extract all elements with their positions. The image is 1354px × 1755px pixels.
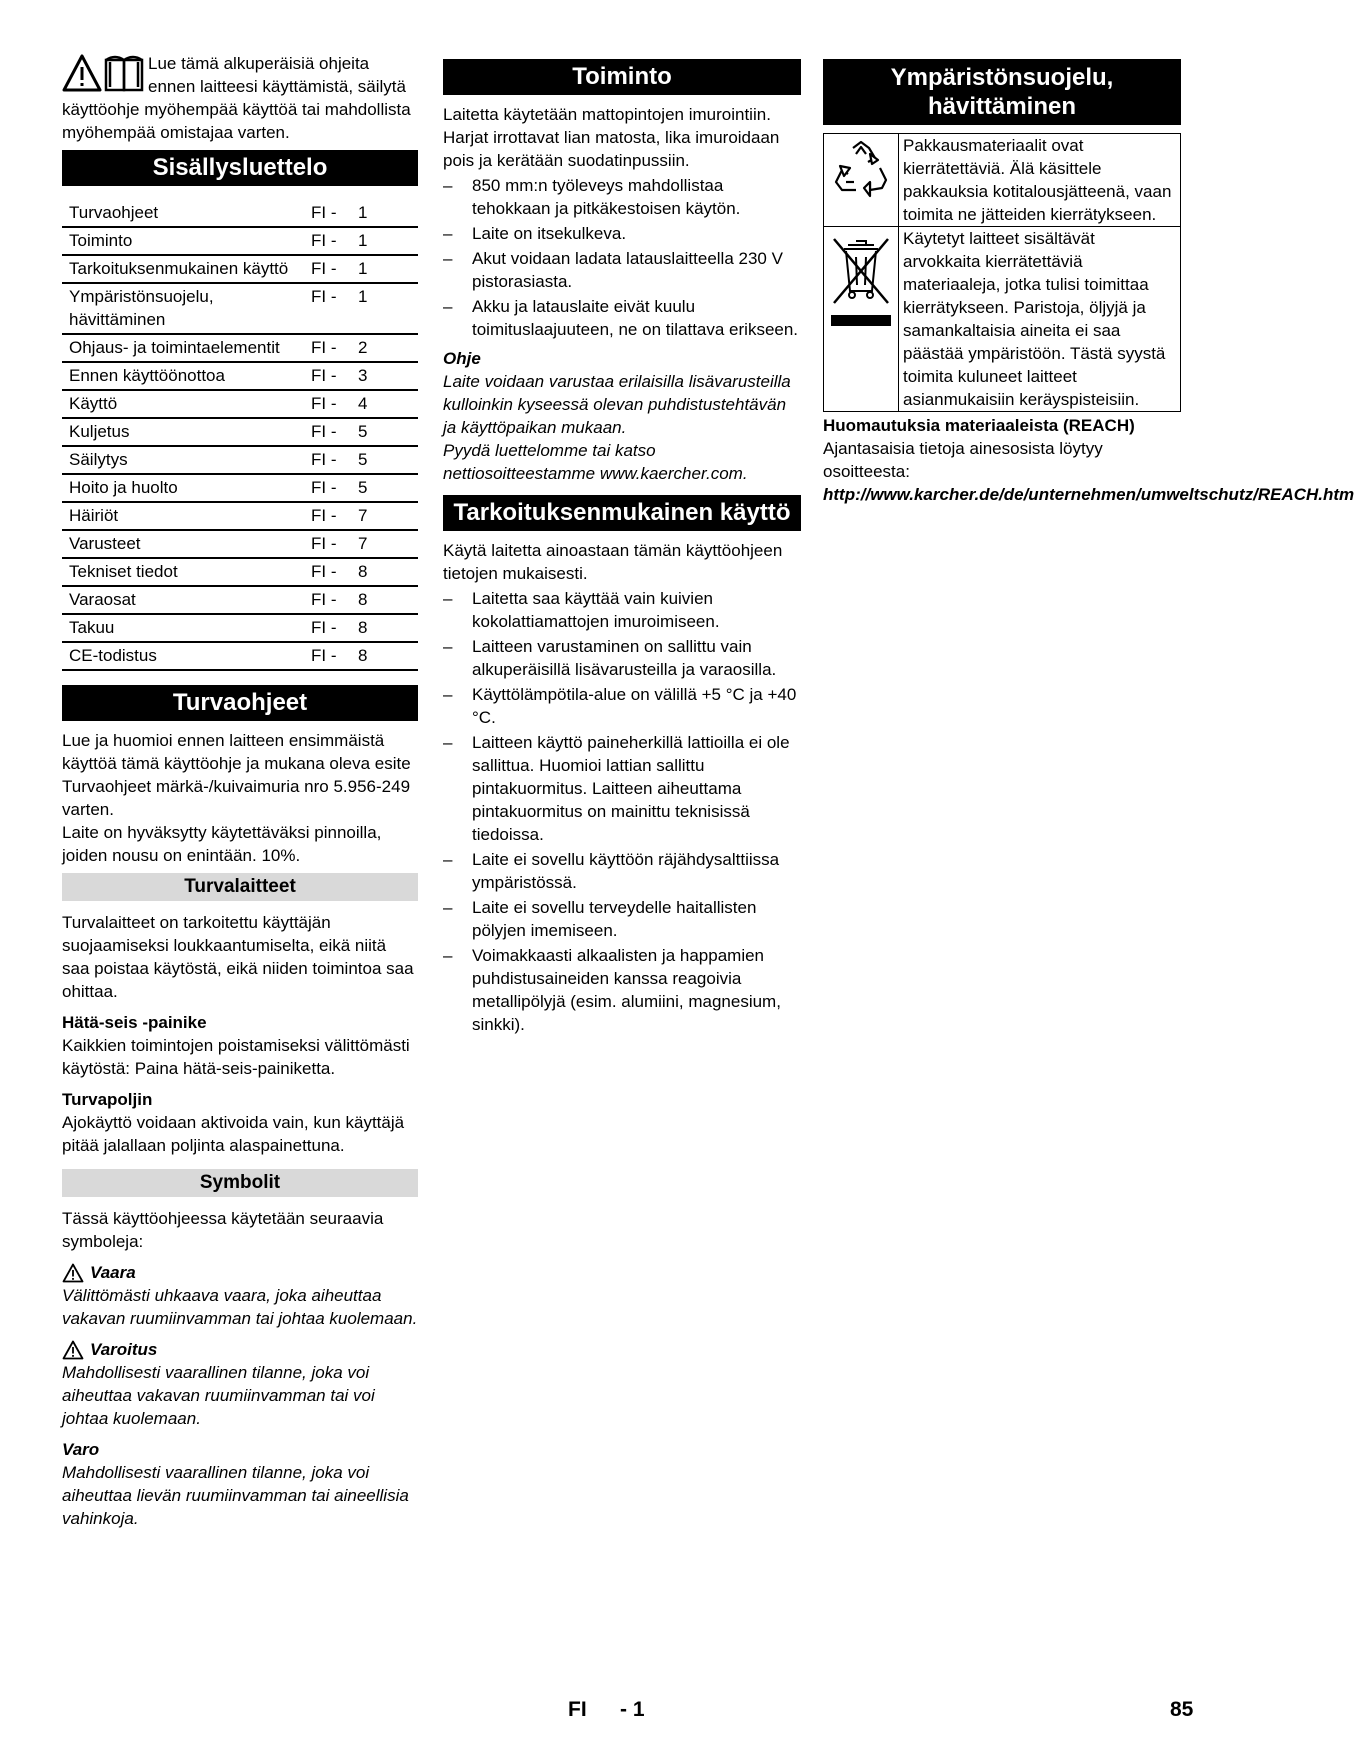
warning-triangle-icon: [62, 1263, 84, 1283]
toc-table: [62, 200, 418, 671]
toc-row[interactable]: [62, 502, 418, 530]
toc-title: Tekniset tiedot: [62, 558, 311, 586]
warning-paragraph: Mahdollisesti vaarallinen tilanne, joka voi aiheuttaa vakavan ruumiinvamman tai voi johtaa kuolemaan.: [62, 1363, 375, 1428]
toc-page: 3: [358, 362, 418, 390]
toc-title: Käyttö: [62, 390, 311, 418]
toc-lang: FI -: [311, 283, 358, 334]
function-paragraph: Laitetta käytetään mattopintojen imurointiin. Harjat irrottavat lian matosta, lika imuroidaan pois ja kerätään suodatinpussiin.: [443, 105, 780, 170]
safety-paragraph-1: Lue ja huomioi ennen laitteen ensimmäistä käyttöä tämä käyttöohje ja mukana oleva esite Turvaohjeet märkä-/kuivaimuria nro 5.956-249 varten.: [62, 731, 411, 819]
column-left: [62, 52, 418, 1530]
safety-heading: Turvaohjeet: [62, 685, 418, 721]
reach-heading: Huomautuksia materiaaleista (REACH): [823, 416, 1135, 435]
list-item: – Laitteen varustaminen on sallittu vain alkuperäisillä lisävarusteilla ja varaosilla.: [443, 635, 801, 681]
footer-lang: FI: [568, 1698, 587, 1721]
intro-text: Lue tämä alkuperäisiä ohjeita ennen laitteesi käyttämistä, säilytä käyttöohje myöhempää käyttöä tai mahdollista myöhempää omistajaa varten.: [62, 54, 411, 142]
toc-lang: FI -: [311, 255, 358, 283]
toc-heading: Sisällysluettelo: [62, 150, 418, 186]
warning-label: Varoitus: [90, 1340, 158, 1359]
toc-row[interactable]: [62, 362, 418, 390]
toc-row[interactable]: [62, 614, 418, 642]
toc-row[interactable]: [62, 558, 418, 586]
devices-paragraph: Turvalaitteet on tarkoitettu käyttäjän suojaamiseksi loukkaantumiselta, eikä niitä saa poistaa käytöstä, eikä niiden toimintoa saa ohittaa.: [62, 913, 414, 1001]
list-item: – Käyttölämpötila-alue on välillä +5 °C ja +40 °C.: [443, 683, 801, 729]
toc-row[interactable]: [62, 474, 418, 502]
toc-row[interactable]: [62, 642, 418, 670]
list-item: – Laitetta saa käyttää vain kuivien kokolattiamattojen imuroimiseen.: [443, 587, 801, 633]
toc-page: 2: [358, 334, 418, 362]
toc-page: 1: [358, 255, 418, 283]
caution-label: Varo: [62, 1440, 100, 1459]
toc-lang: FI -: [311, 200, 358, 227]
weee-text: Käytetyt laitteet sisältävät arvokkaita kierrätettäviä materiaaleja, jotka tulisi toimittaa kierrätykseen. Paristoja, öljyjä ja samankaltaisia aineita ei saa päästää ympäristöön. Tästä syystä toimita kuluneet laitteet asianmukaisiin keräyspisteisiin.: [899, 227, 1181, 412]
env-heading: Ympäristönsuojelu, hävittäminen: [823, 59, 1181, 125]
list-item: – 850 mm:n työleveys mahdollistaa tehokkaan ja pitkäkestoisen käytön.: [443, 174, 801, 220]
crossed-bin-icon: [826, 231, 896, 331]
note-paragraph-1: Laite voidaan varustaa erilaisilla lisävarusteilla kulloinkin kyseessä olevan puhdistustehtävän ja käyttöpaikan mukaan.: [443, 372, 791, 437]
list-item: – Laite ei sovellu käyttöön räjähdysalttiissa ympäristössä.: [443, 848, 801, 894]
toc-page: 4: [358, 390, 418, 418]
footer-section-page: - 1: [620, 1698, 645, 1721]
toc-lang: FI -: [311, 586, 358, 614]
toc-title: CE-todistus: [62, 642, 311, 670]
use-heading: Tarkoituksenmukainen käyttö: [443, 495, 801, 531]
toc-page: 1: [358, 283, 418, 334]
toc-row[interactable]: [62, 200, 418, 227]
toc-lang: FI -: [311, 418, 358, 446]
toc-row[interactable]: [62, 446, 418, 474]
warning-triangle-icon: [64, 56, 100, 90]
toc-row[interactable]: [62, 227, 418, 255]
toc-page: 8: [358, 614, 418, 642]
toc-page: 8: [358, 558, 418, 586]
toc-page: 8: [358, 642, 418, 670]
toc-title: Ohjaus- ja toimintaelementit: [62, 334, 311, 362]
toc-lang: FI -: [311, 558, 358, 586]
danger-label: Vaara: [90, 1263, 136, 1282]
env-table: [823, 133, 1181, 412]
reach-paragraph: Ajantasaisia tietoja ainesosista löytyy osoitteesta:: [823, 439, 1103, 481]
toc-lang: FI -: [311, 642, 358, 670]
toc-title: Ennen käyttöönottoa: [62, 362, 311, 390]
safety-paragraph-2: Laite on hyväksytty käytettäväksi pinnoilla, joiden nousu on enintään. 10%.: [62, 823, 382, 865]
toc-title: Tarkoituksenmukainen käyttö: [62, 255, 311, 283]
env-row-recycle: [824, 134, 1181, 227]
toc-title: Ympäristönsuojelu, hävittäminen: [62, 283, 311, 334]
toc-row[interactable]: [62, 334, 418, 362]
devices-heading: Turvalaitteet: [62, 873, 418, 901]
toc-row[interactable]: [62, 283, 418, 334]
toc-page: 7: [358, 502, 418, 530]
toc-page: 1: [358, 227, 418, 255]
warning-triangle-icon: [62, 1340, 84, 1360]
pedal-heading: Turvapoljin: [62, 1090, 153, 1109]
toc-title: Varaosat: [62, 586, 311, 614]
caution-paragraph: Mahdollisesti vaarallinen tilanne, joka voi aiheuttaa lievän ruumiinvamman tai aineellisia vahinkoja.: [62, 1463, 409, 1528]
toc-lang: FI -: [311, 390, 358, 418]
toc-row[interactable]: [62, 586, 418, 614]
estop-heading: Hätä-seis -painike: [62, 1013, 207, 1032]
list-item: – Voimakkaasti alkaalisten ja happamien puhdistusaineiden kanssa reagoivia metallipölyjä (esim. alumiini, magnesium, sinkki).: [443, 944, 801, 1036]
toc-title: Hoito ja huolto: [62, 474, 311, 502]
toc-lang: FI -: [311, 446, 358, 474]
toc-title: Varusteet: [62, 530, 311, 558]
warning-row: [62, 1338, 418, 1361]
note-heading: Ohje: [443, 349, 481, 368]
footer-page-number: 85: [1170, 1698, 1194, 1721]
estop-paragraph: Kaikkien toimintojen poistamiseksi välittömästi käytöstä: Paina hätä-seis-painiketta.: [62, 1036, 410, 1078]
toc-row[interactable]: [62, 255, 418, 283]
toc-page: 1: [358, 200, 418, 227]
use-list: [443, 587, 801, 1036]
column-middle: [443, 52, 801, 1038]
toc-title: Turvaohjeet: [62, 200, 311, 227]
toc-lang: FI -: [311, 474, 358, 502]
use-paragraph: Käytä laitetta ainoastaan tämän käyttöohjeen tietojen mukaisesti.: [443, 541, 783, 583]
recycle-cell: [824, 134, 899, 227]
toc-title: Toiminto: [62, 227, 311, 255]
toc-lang: FI -: [311, 502, 358, 530]
toc-title: Säilytys: [62, 446, 311, 474]
toc-row[interactable]: [62, 418, 418, 446]
toc-title: Häiriöt: [62, 502, 311, 530]
recycle-icon: [826, 138, 896, 202]
symbols-heading: Symbolit: [62, 1169, 418, 1197]
toc-lang: FI -: [311, 530, 358, 558]
toc-title: Takuu: [62, 614, 311, 642]
toc-page: 7: [358, 530, 418, 558]
function-list: [443, 174, 801, 341]
open-book-icon: [106, 57, 142, 90]
list-item: – Laite on itsekulkeva.: [443, 222, 801, 245]
column-right: [823, 52, 1354, 506]
list-item: – Akut voidaan ladata latauslaitteella 230 V pistorasiasta.: [443, 247, 801, 293]
toc-lang: FI -: [311, 227, 358, 255]
toc-page: 5: [358, 418, 418, 446]
note-paragraph-2: Pyydä luettelomme tai katso nettiosoitteestamme www.kaercher.com.: [443, 441, 748, 483]
recycle-text: Pakkausmateriaalit ovat kierrätettäviä. Älä käsittele pakkauksia kotitalousjätteenä, vaan toimita ne jätteiden kierrätykseen.: [899, 134, 1181, 227]
toc-row[interactable]: [62, 530, 418, 558]
list-item: – Akku ja latauslaite eivät kuulu toimituslaajuuteen, ne on tilattava erikseen.: [443, 295, 801, 341]
toc-title: Kuljetus: [62, 418, 311, 446]
toc-lang: FI -: [311, 334, 358, 362]
danger-row: [62, 1261, 418, 1284]
function-heading: Toiminto: [443, 59, 801, 95]
list-item: – Laite ei sovellu terveydelle haitallisten pölyjen imemiseen.: [443, 896, 801, 942]
weee-cell: [824, 227, 899, 412]
symbols-paragraph: Tässä käyttöohjeessa käytetään seuraavia symboleja:: [62, 1209, 384, 1251]
pedal-paragraph: Ajokäyttö voidaan aktivoida vain, kun käyttäjä pitää jalallaan poljinta alaspainettuna.: [62, 1113, 405, 1155]
toc-page: 8: [358, 586, 418, 614]
toc-page: 5: [358, 474, 418, 502]
intro-icons: [62, 52, 146, 96]
toc-row[interactable]: [62, 390, 418, 418]
toc-page: 5: [358, 446, 418, 474]
reach-link[interactable]: http://www.karcher.de/de/unternehmen/umweltschutz/REACH.htm: [823, 485, 1354, 504]
intro-block: [62, 52, 418, 144]
toc-lang: FI -: [311, 614, 358, 642]
toc-lang: FI -: [311, 362, 358, 390]
env-row-weee: [824, 227, 1181, 412]
danger-paragraph: Välittömästi uhkaava vaara, joka aiheuttaa vakavan ruumiinvamman tai johtaa kuolemaan.: [62, 1286, 418, 1328]
list-item: – Laitteen käyttö paineherkillä lattioilla ei ole sallittua. Huomioi lattian sallittu pintakuormitus. Laitteen aiheuttama pintakuormitus on mainittu teknisissä tiedoissa.: [443, 731, 801, 846]
